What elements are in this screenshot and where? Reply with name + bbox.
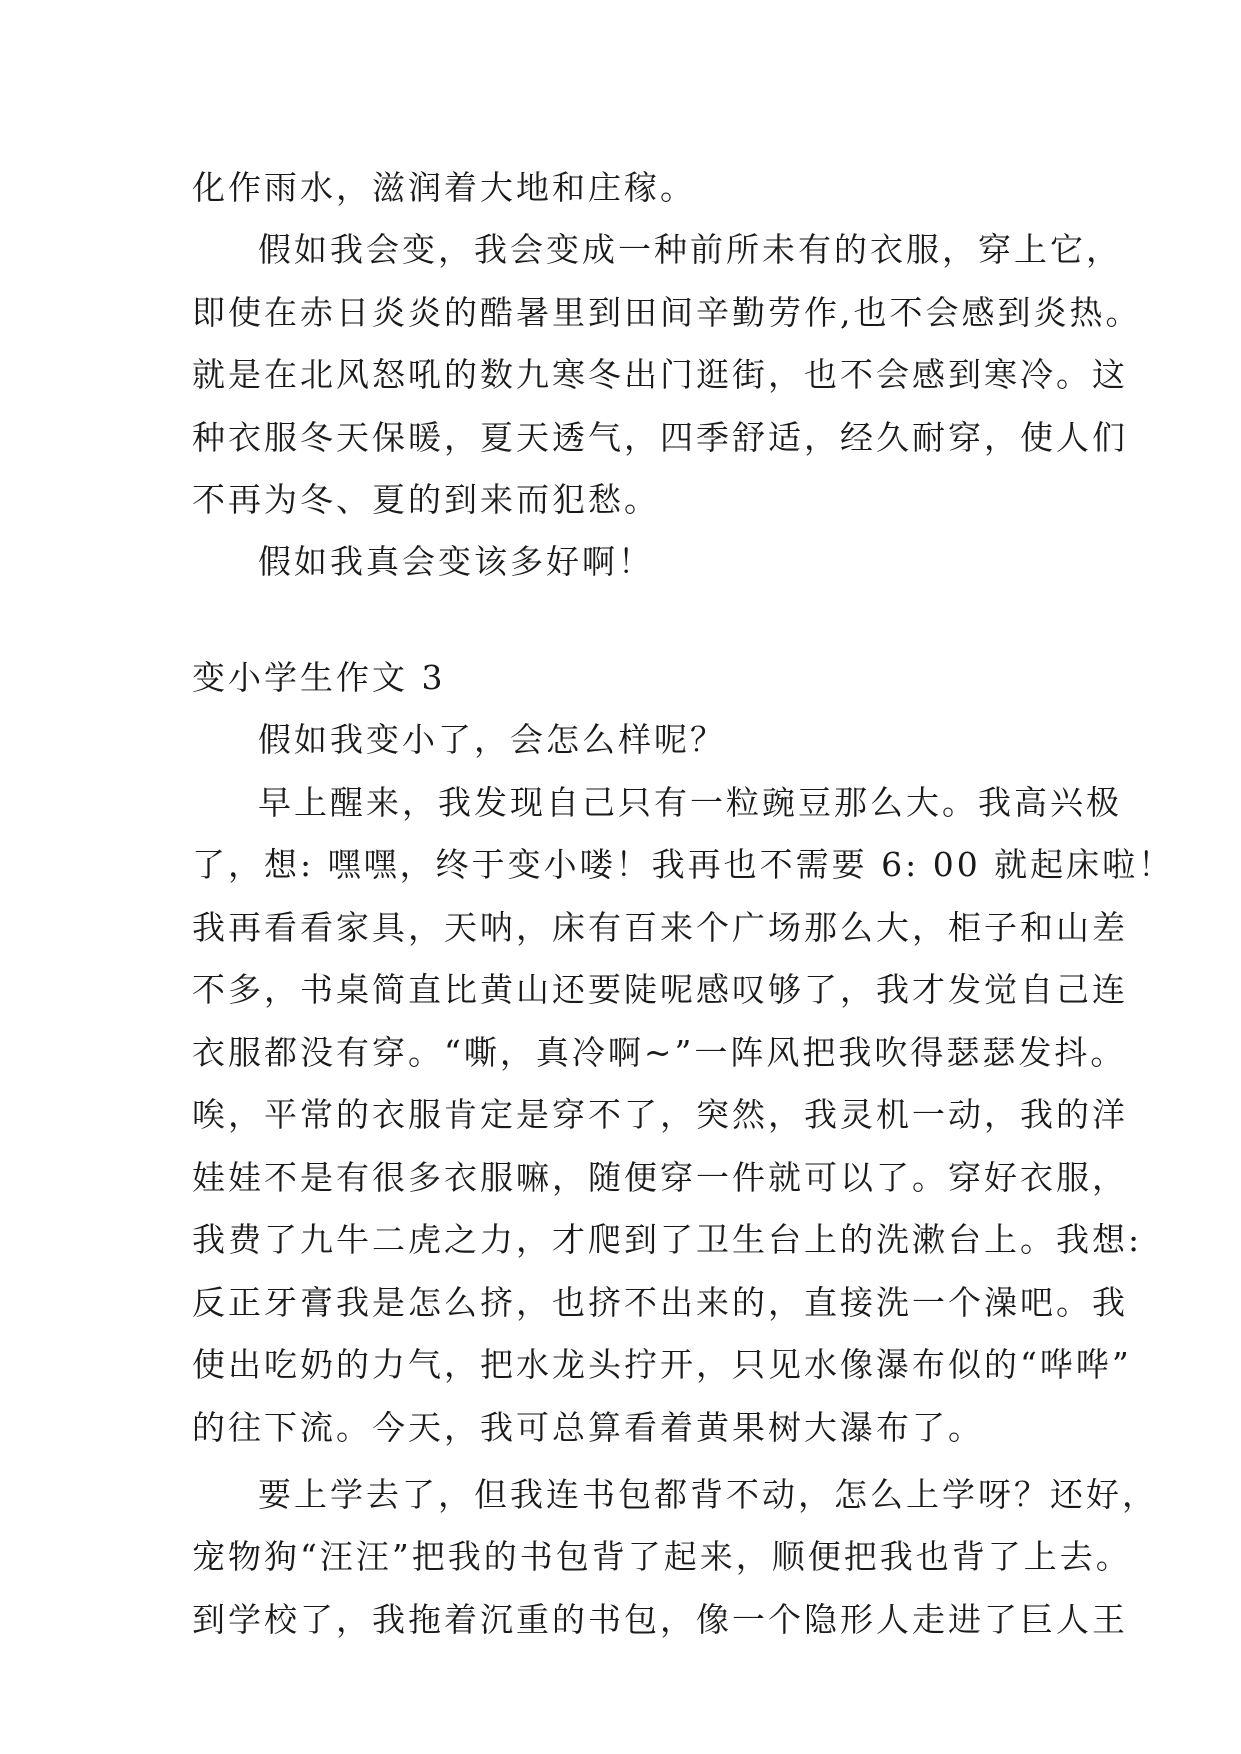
text-line: 的往下流。今天，我可总算看着黄果树大瀑布了。 <box>192 1408 984 1447</box>
text-line: 我费了九牛二虎之力，才爬到了卫生台上的洗漱台上。我想: <box>192 1220 1143 1259</box>
text-line: 使出吃奶的力气，把水龙头拧开，只见水像瀑布似的“哗哗” <box>192 1345 1132 1384</box>
text-line: 种衣服冬天保暖，夏天透气，四季舒适，经久耐穿，使人们 <box>192 418 1128 457</box>
paragraph-start-line: 早上醒来，我发现自己只有一粒豌豆那么大。我高兴极 <box>258 783 1122 822</box>
text-line: 反正牙膏我是怎么挤，也挤不出来的，直接洗一个澡吧。我 <box>192 1283 1128 1322</box>
section-title: 变小学生作文 3 <box>192 658 446 697</box>
text-line: 化作雨水，滋润着大地和庄稼。 <box>192 168 696 207</box>
text-line: 衣服都没有穿。“嘶，真冷啊~”一阵风把我吹得瑟瑟发抖。 <box>192 1033 1127 1072</box>
text-line: 不再为冬、夏的到来而犯愁。 <box>192 480 660 519</box>
text-line: 了，想: 嘿嘿，终于变小喽！我再也不需要 6: 00 就起床啦！ <box>192 845 1175 884</box>
text-line: 就是在北风怒吼的数九寒冬出门逛街，也不会感到寒冷。这 <box>192 355 1128 394</box>
text-line: 到学校了，我拖着沉重的书包，像一个隐形人走进了巨人王 <box>192 1600 1128 1639</box>
text-line: 娃娃不是有很多衣服嘛，随便穿一件就可以了。穿好衣服， <box>192 1158 1128 1197</box>
paragraph-start-line: 假如我会变，我会变成一种前所未有的衣服，穿上它， <box>258 230 1122 269</box>
text-line: 唉，平常的衣服肯定是穿不了，突然，我灵机一动，我的洋 <box>192 1095 1128 1134</box>
text-line: 即使在赤日炎炎的酷暑里到田间辛勤劳作,也不会感到炎热。 <box>192 293 1142 332</box>
text-line: 宠物狗“汪汪”把我的书包背了起来，顺便把我也背了上去。 <box>192 1537 1132 1576</box>
text-line: 我再看看家具，天呐，床有百来个广场那么大，柜子和山差 <box>192 908 1128 947</box>
paragraph-start-line: 要上学去了，但我连书包都背不动，怎么上学呀？还好， <box>258 1475 1158 1514</box>
text-line: 不多，书桌简直比黄山还要陡呢感叹够了，我才发觉自己连 <box>192 970 1128 1009</box>
paragraph-start-line: 假如我真会变该多好啊！ <box>258 542 654 581</box>
paragraph-start-line: 假如我变小了，会怎么样呢？ <box>258 720 726 759</box>
